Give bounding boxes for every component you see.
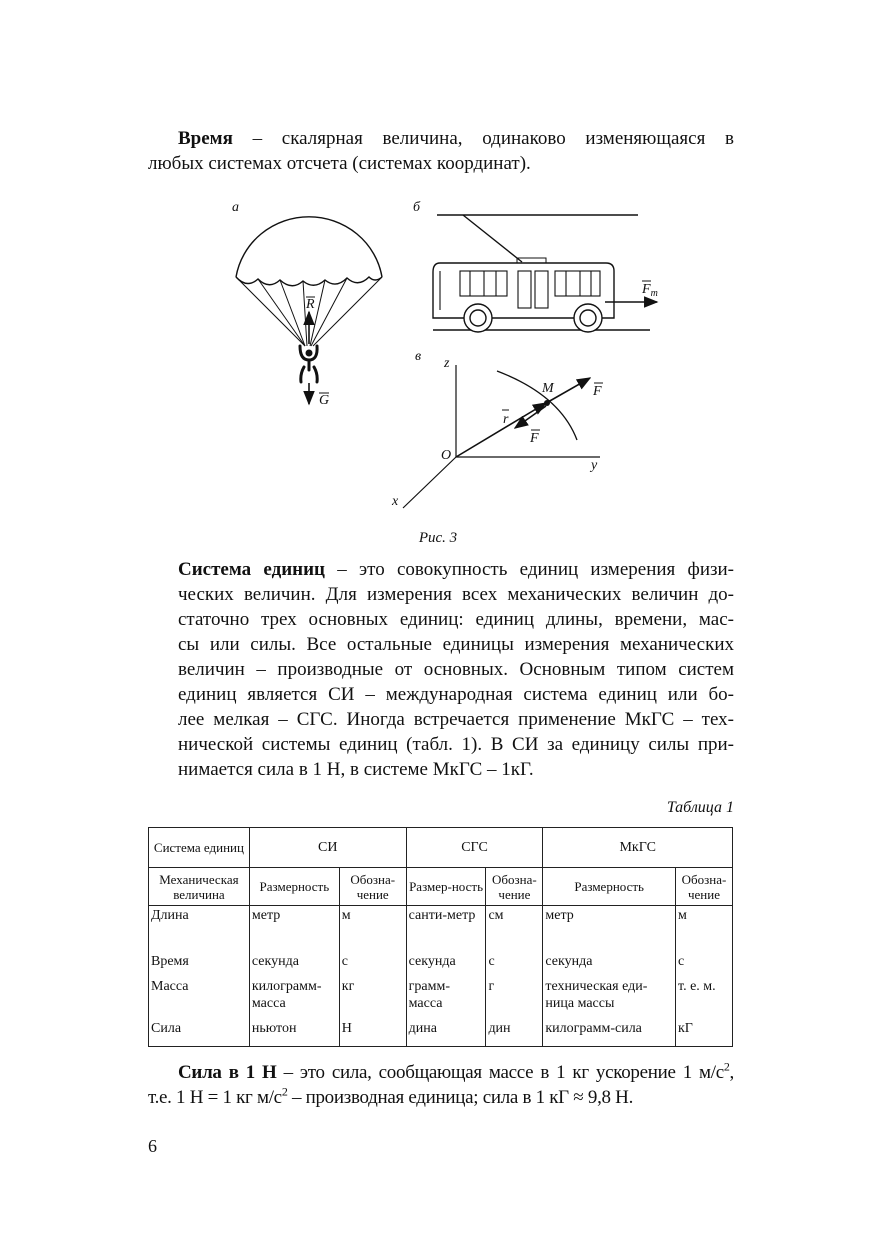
table-row — [149, 906, 733, 952]
units-paragraph — [148, 557, 734, 782]
force-vector-outward — [548, 378, 590, 402]
table-row — [149, 1019, 733, 1047]
cell-quantity: Время — [149, 952, 250, 977]
cell-si-dim: секунда — [249, 952, 339, 977]
header-si-dim: Размерность — [249, 868, 339, 906]
cell-si-dim: килограмм-масса — [249, 977, 339, 1019]
units-line-3: статочно трех основных единиц: единиц длины, времени, мас- — [178, 609, 734, 630]
cell-cgs-sym: г — [486, 977, 543, 1019]
cell-mkgs-dim: техническая еди-ница массы — [543, 977, 676, 1019]
figure-3 — [0, 0, 876, 540]
point-M-dot — [544, 400, 550, 406]
cell-mkgs-sym: т. е. м. — [676, 977, 733, 1019]
force-term: Сила в 1 Н — [178, 1062, 277, 1083]
units-line-7: лее мелкая – СГС. Иногда встречается применение МкГС – тех- — [178, 709, 734, 730]
bus-windows — [440, 271, 600, 310]
vector-r-label: r — [503, 412, 509, 427]
units-term: Система единиц — [178, 559, 326, 580]
vector-G-label: G — [319, 393, 330, 408]
units-line-2: ческих величин. Для измерения всех механических величин до- — [178, 584, 734, 605]
cell-cgs-sym: с — [486, 952, 543, 977]
axis-z-label: z — [444, 356, 450, 371]
force-line-2: т.е. 1 Н = 1 кг м/с — [148, 1087, 282, 1108]
trolley-pole — [463, 215, 522, 262]
cell-cgs-sym: см — [486, 906, 543, 952]
cell-si-sym: кг — [339, 977, 406, 1019]
cell-cgs-dim: грамм-масса — [406, 977, 486, 1019]
force-paragraph — [148, 1060, 734, 1110]
cell-mkgs-sym: кГ — [676, 1019, 733, 1047]
table-row — [149, 952, 733, 977]
axis-y-label: y — [591, 458, 598, 473]
axis-x-label: x — [392, 494, 399, 509]
force-sup-2: 2 — [281, 1084, 288, 1099]
cell-quantity: Сила — [149, 1019, 250, 1047]
cell-cgs-sym: дин — [486, 1019, 543, 1047]
units-table — [148, 827, 733, 1047]
label-b: б — [413, 200, 421, 215]
intro-dash: – — [232, 128, 282, 149]
cell-si-dim: метр — [249, 906, 339, 952]
label-a: а — [232, 200, 239, 215]
units-line-9: нимается сила в 1 Н, в системе МкГС – 1кГ. — [178, 759, 534, 780]
parachute-scallops — [236, 277, 382, 286]
units-line-8: нической системы единиц (табл. 1). В СИ за единицу силы при- — [178, 734, 734, 755]
vector-F-inward-label: F — [530, 431, 539, 446]
cell-mkgs-dim: метр — [543, 906, 676, 952]
axis-x — [403, 457, 456, 508]
force-line-1-end: , — [729, 1062, 734, 1083]
header-si: СИ — [249, 828, 406, 868]
vector-R-label: R — [306, 297, 315, 312]
header-quantity: Механическая величина — [149, 868, 250, 906]
header-mkgs: МкГС — [543, 828, 733, 868]
table-header-row-2 — [149, 868, 733, 906]
trolleybus-diagram — [413, 200, 658, 332]
units-line-6: единиц является СИ – международная система единиц или бо- — [178, 684, 734, 705]
units-line-1: – это совокупность единиц измерения физи- — [325, 559, 734, 580]
force-line-2-end: – производная единица; сила в 1 кГ ≈ 9,8 Н. — [287, 1087, 634, 1108]
force-line-1: – это сила, сообщающая массе в 1 кг ускорение 1 м/с — [276, 1062, 724, 1083]
table-caption: Таблица 1 — [666, 799, 734, 816]
header-cgs-sym: Обозна-чение — [486, 868, 543, 906]
intro-line-2: любых системах отсчета (системах координат). — [148, 153, 531, 174]
header-cgs: СГС — [406, 828, 543, 868]
cell-si-dim: ньютон — [249, 1019, 339, 1047]
header-system: Система единиц — [149, 828, 250, 868]
cell-si-sym: Н — [339, 1019, 406, 1047]
cell-mkgs-sym: м — [676, 906, 733, 952]
header-si-sym: Обозна-чение — [339, 868, 406, 906]
figure-caption: Рис. 3 — [418, 530, 458, 546]
cell-mkgs-dim: килограмм-сила — [543, 1019, 676, 1047]
cell-mkgs-dim: секунда — [543, 952, 676, 977]
cell-quantity: Масса — [149, 977, 250, 1019]
parachutist — [300, 346, 317, 382]
cell-cgs-dim: санти-метр — [406, 906, 486, 952]
table-row — [149, 977, 733, 1019]
units-line-4: сы или силы. Все остальные единицы измерения механических — [178, 634, 734, 655]
table-header-row-1 — [149, 828, 733, 868]
cell-cgs-dim: секунда — [406, 952, 486, 977]
coordinate-diagram — [391, 349, 603, 509]
parachute-diagram — [232, 200, 382, 408]
header-mkgs-sym: Обозна-чение — [676, 868, 733, 906]
page-number: 6 — [148, 1136, 157, 1156]
cell-cgs-dim: дина — [406, 1019, 486, 1047]
force-sup-1: 2 — [723, 1059, 730, 1074]
vector-F-outward-label: F — [593, 384, 602, 399]
intro-term: Время — [178, 128, 233, 149]
vector-Ft-label: $F_т$ — [642, 282, 658, 299]
force-vector-inward — [515, 406, 546, 428]
cell-si-sym: м — [339, 906, 406, 952]
header-cgs-dim: Размер-ность — [406, 868, 486, 906]
units-line-5: величин – производные от основных. Основным типом систем — [178, 659, 734, 680]
cell-quantity: Длина — [149, 906, 250, 952]
cell-mkgs-sym: с — [676, 952, 733, 977]
header-mkgs-dim: Размерность — [543, 868, 676, 906]
cell-si-sym: с — [339, 952, 406, 977]
label-v: в — [415, 349, 422, 364]
intro-line-1: скалярная величина, одинаково изменяющаяся в — [281, 128, 734, 149]
point-M-label: M — [542, 381, 554, 396]
origin-label: O — [441, 448, 452, 463]
parachute-canopy — [236, 217, 382, 277]
